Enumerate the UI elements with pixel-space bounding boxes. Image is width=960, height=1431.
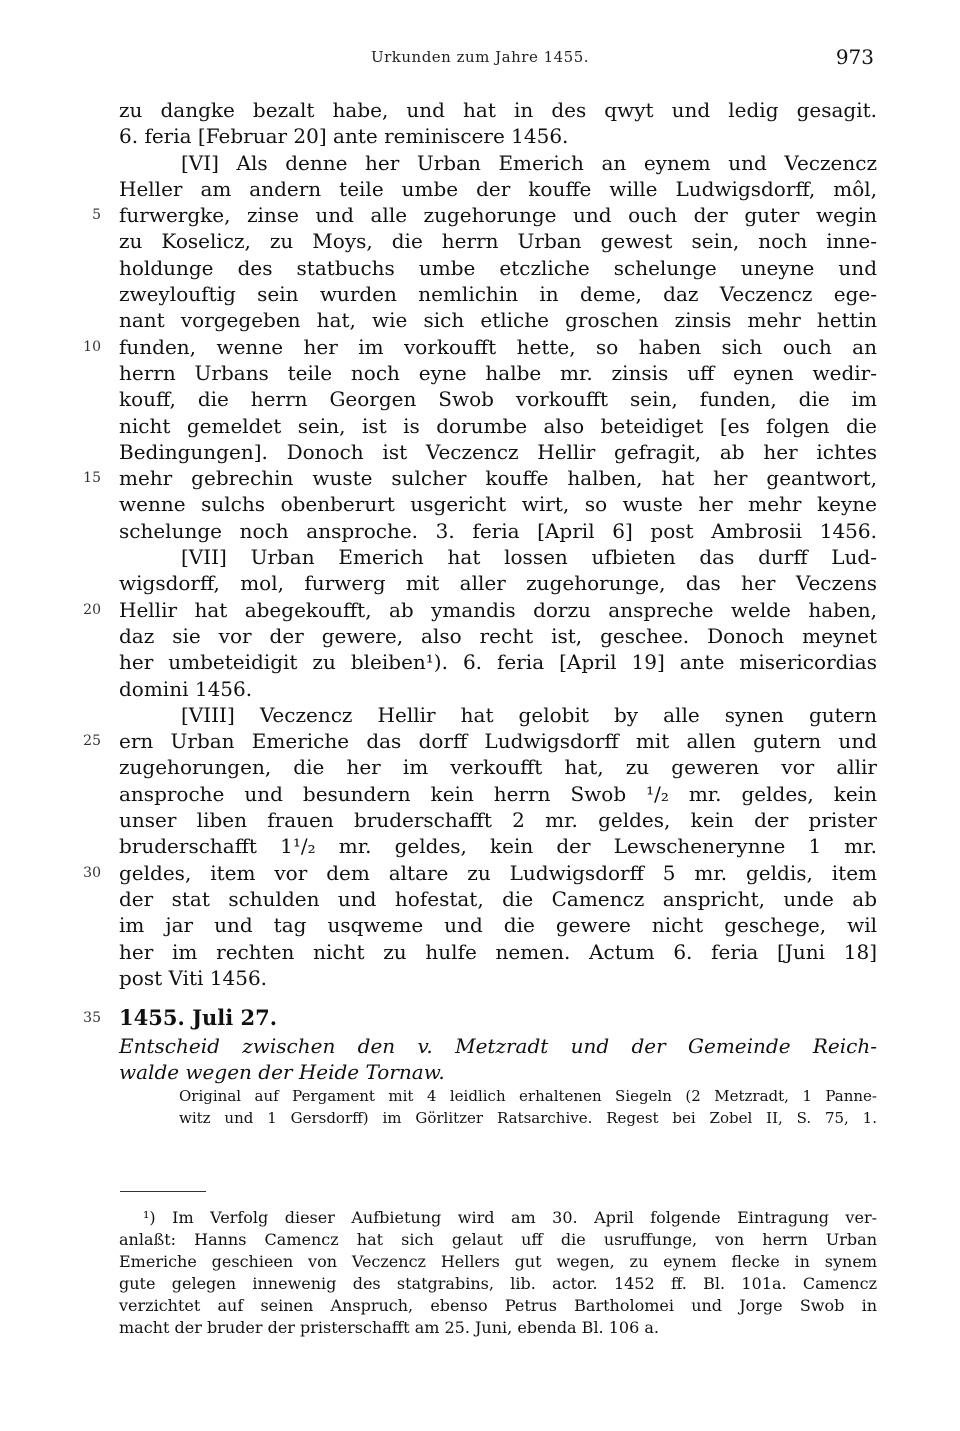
text-line: zweylouftig sein wurden nemlichin in deme, daz Veczencz ege- bbox=[119, 282, 877, 307]
text-line: Bedingungen]. Donoch ist Veczencz Hellir gefragit, ab her ichtes bbox=[119, 439, 877, 464]
footnote-line: ¹) Im Verfolg dieser Aufbietung wird am 30. April folgende Eintragung ver- bbox=[143, 1208, 877, 1227]
text-line: nicht gemeldet sein, ist is dorumbe also beteidiget [es folgen die bbox=[119, 413, 877, 438]
text-line: wigsdorff, mol, furwerg mit aller zugehorunge, das her Veczens bbox=[119, 571, 877, 596]
text-line: 5 furwergke, zinse und alle zugehorunge und ouch der guter wegin bbox=[119, 202, 877, 228]
text-line: zu dangke bezalt habe, und hat in des qwyt und ledig gesagit. bbox=[119, 98, 877, 122]
entry-title-line: Entscheid zwischen den v. Metzradt und der Gemeinde Reich- bbox=[119, 1034, 877, 1059]
text-line: zugehorungen, die her im verkoufft hat, zu geweren vor allir bbox=[119, 755, 877, 780]
text-line: [VII] Urban Emerich hat lossen ufbieten das durff Lud- bbox=[181, 545, 877, 570]
text-line: 20 Hellir hat abegekoufft, ab ymandis dorzu anspreche welde haben, bbox=[119, 597, 877, 623]
footnote-line: verzichtet auf seinen Anspruch, ebenso Petrus Bartholomei und Jorge Swob in bbox=[119, 1296, 877, 1315]
text-line: herrn Urbans teile noch eyne halbe mr. zinsis uff eynen wedir- bbox=[119, 360, 877, 385]
text-line: [VIII] Veczencz Hellir hat gelobit by alle synen gutern bbox=[181, 702, 877, 727]
entry-date: 1455. Juli 27. bbox=[119, 1005, 278, 1031]
text-line: 6. feria [Februar 20] ante reminiscere 1456. bbox=[119, 124, 569, 149]
text-line: her umbeteidigit zu bleiben¹). 6. feria [April 19] ante misericordias bbox=[119, 650, 877, 675]
footnote-line: macht der bruder der pristerschafft am 25. Juni, ebenda Bl. 106 a. bbox=[119, 1318, 659, 1337]
footnote-line: gute gelegen innewenig des statgrabins, lib. actor. 1452 ff. Bl. 101a. Camencz bbox=[119, 1274, 877, 1293]
text-line: unser liben frauen bruderschafft 2 mr. geldes, kein der prister bbox=[119, 808, 877, 833]
text-line: nant vorgegeben hat, wie sich etliche groschen zinsis mehr hettin bbox=[119, 308, 877, 333]
text-line: 25 ern Urban Emeriche das dorff Ludwigsdorff mit allen gutern und bbox=[119, 728, 877, 754]
footnote-divider bbox=[120, 1191, 206, 1192]
text-line: Heller am andern teile umbe der kouffe wille Ludwigsdorff, môl, bbox=[119, 176, 877, 201]
text-line: post Viti 1456. bbox=[119, 965, 268, 990]
page-number: 973 bbox=[835, 45, 874, 69]
text-line: wenne sulchs obenberurt usgericht wirt, so wuste her mehr keyne bbox=[119, 492, 877, 517]
text-line: ansproche und besundern kein herrn Swob ¹/₂ mr. geldes, kein bbox=[119, 781, 877, 806]
main-text bbox=[83, 97, 877, 1129]
text-line: 30 geldes, item vor dem altare zu Ludwigsdorff 5 mr. geldis, item bbox=[119, 860, 877, 886]
text-line: [VI] Als denne her Urban Emerich an eynem und Veczencz bbox=[181, 150, 877, 175]
text-line: schelunge noch ansproche. 3. feria [April 6] post Ambrosii 1456. bbox=[119, 518, 877, 543]
footnote-line: Emeriche geschieen von Veczencz Hellers gut wegen, zu eynem flecke in synem bbox=[119, 1252, 877, 1271]
text-line: 15 mehr gebrechin wuste sulcher kouffe halben, hat her geantwort, bbox=[119, 465, 877, 491]
text-line: domini 1456. bbox=[119, 676, 253, 701]
text-line: bruderschafft 1¹/₂ mr. geldes, kein der Lewschenerynne 1 mr. bbox=[119, 834, 877, 859]
text-line: holdunge des statbuchs umbe etczliche schelunge uneyne und bbox=[119, 255, 877, 280]
text-line: daz sie vor der gewere, also recht ist, geschee. Donoch meynet bbox=[119, 623, 877, 648]
entry-title-line: walde wegen der Heide Tornaw. bbox=[119, 1060, 445, 1085]
entry-heading bbox=[83, 1003, 877, 1033]
line-number: 20 bbox=[83, 601, 101, 618]
page-header bbox=[0, 45, 960, 78]
source-note-line: witz und 1 Gersdorff) im Görlitzer Ratsarchive. Regest bei Zobel II, S. 75, 1. bbox=[179, 1109, 877, 1128]
line-number: 15 bbox=[83, 470, 101, 487]
line-number: 5 bbox=[92, 207, 101, 224]
source-note-line: Original auf Pergament mit 4 leidlich erhaltenen Siegeln (2 Metzradt, 1 Panne- bbox=[179, 1087, 877, 1106]
text-line: im jar und tag usqweme und die gewere nicht geschege, wil bbox=[119, 913, 877, 938]
line-number: 30 bbox=[83, 864, 101, 881]
line-number: 35 bbox=[83, 1010, 101, 1027]
running-head: Urkunden zum Jahre 1455. bbox=[370, 48, 590, 66]
text-line: kouff, die herrn Georgen Swob vorkoufft sein, funden, die im bbox=[119, 387, 877, 412]
section-gap bbox=[119, 991, 877, 1003]
text-line: zu Koselicz, zu Moys, die herrn Urban gewest sein, noch inne- bbox=[119, 229, 877, 254]
footnotes bbox=[119, 1207, 877, 1339]
line-number: 10 bbox=[83, 338, 101, 355]
text-line: der stat schulden und hofestat, die Camencz anspricht, unde ab bbox=[119, 886, 877, 911]
footnote-line: anlaßt: Hanns Camencz hat sich gelaut uff die usruffunge, von herrn Urban bbox=[119, 1230, 877, 1249]
text-line: 10 funden, wenne her im vorkoufft hette, so haben sich ouch an bbox=[119, 334, 877, 360]
document-entry bbox=[83, 1003, 877, 1129]
line-number: 25 bbox=[83, 733, 101, 750]
text-line: her im rechten nicht zu hulfe nemen. Actum 6. feria [Juni 18] bbox=[119, 939, 877, 964]
